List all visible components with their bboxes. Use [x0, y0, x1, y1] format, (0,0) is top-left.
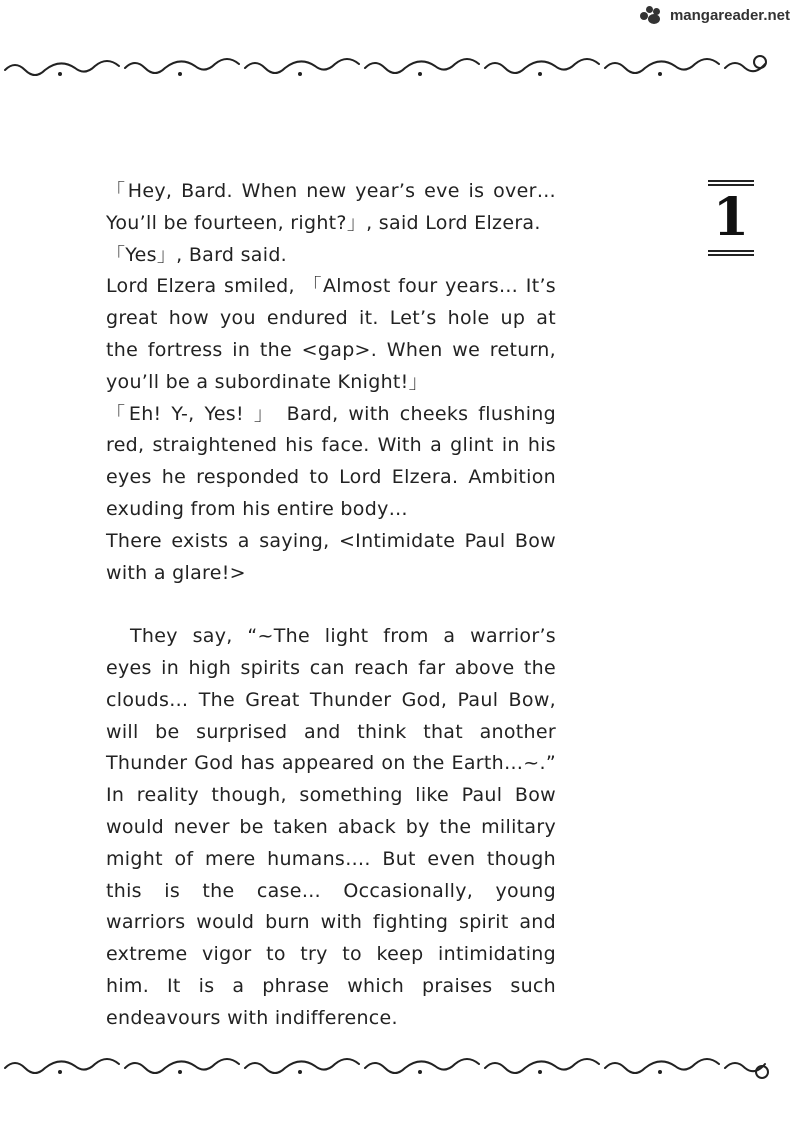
paragraph: 「Hey, Bard. When new year’s eve is over… You’ll be fourteen, right?」, said Lord Elzera.	[106, 180, 556, 234]
paragraph: Lord Elzera smiled, 「Almost four years… It’s great how you endured it. Let’s hole up at the fortress in the <gap>. When we return, you’ll be a subordinate Knight!」	[106, 275, 556, 393]
watermark-text: mangareader.net	[669, 6, 790, 24]
body-text	[106, 176, 556, 1035]
bottom-ornamental-border	[0, 1040, 800, 1090]
watermark	[640, 6, 790, 24]
chapter-marker	[708, 178, 754, 270]
top-ornamental-border	[0, 48, 800, 98]
paragraph: There exists a saying, <Intimidate Paul Bow with a glare!>	[106, 529, 556, 584]
paragraph: They say, “~The light from a warrior’s eyes in high spirits can reach far above the clouds… The Great Thunder God, Paul Bow, will be surprised and think that another Thunder God has appeared on the Earth…~.” In reality though, something like Paul Bow would never be taken aback by the military might of mere humans…. But even though this is the case… Occasionally, young warriors would burn with fighting spirit and extreme vigor to try to keep intimidating him. It is a phrase which praises such endeavours with indifference.	[106, 625, 556, 1029]
paw-logo-icon	[640, 6, 666, 24]
paragraph: 「Eh! Y-, Yes! 」 Bard, with cheeks flushing red, straightened his face. With a glint in his eyes he responded to Lord Elzera. Ambition exuding from his entire body…	[106, 402, 556, 520]
chapter-number: 1	[712, 187, 750, 248]
paragraph: 「Yes」, Bard said.	[106, 243, 288, 266]
